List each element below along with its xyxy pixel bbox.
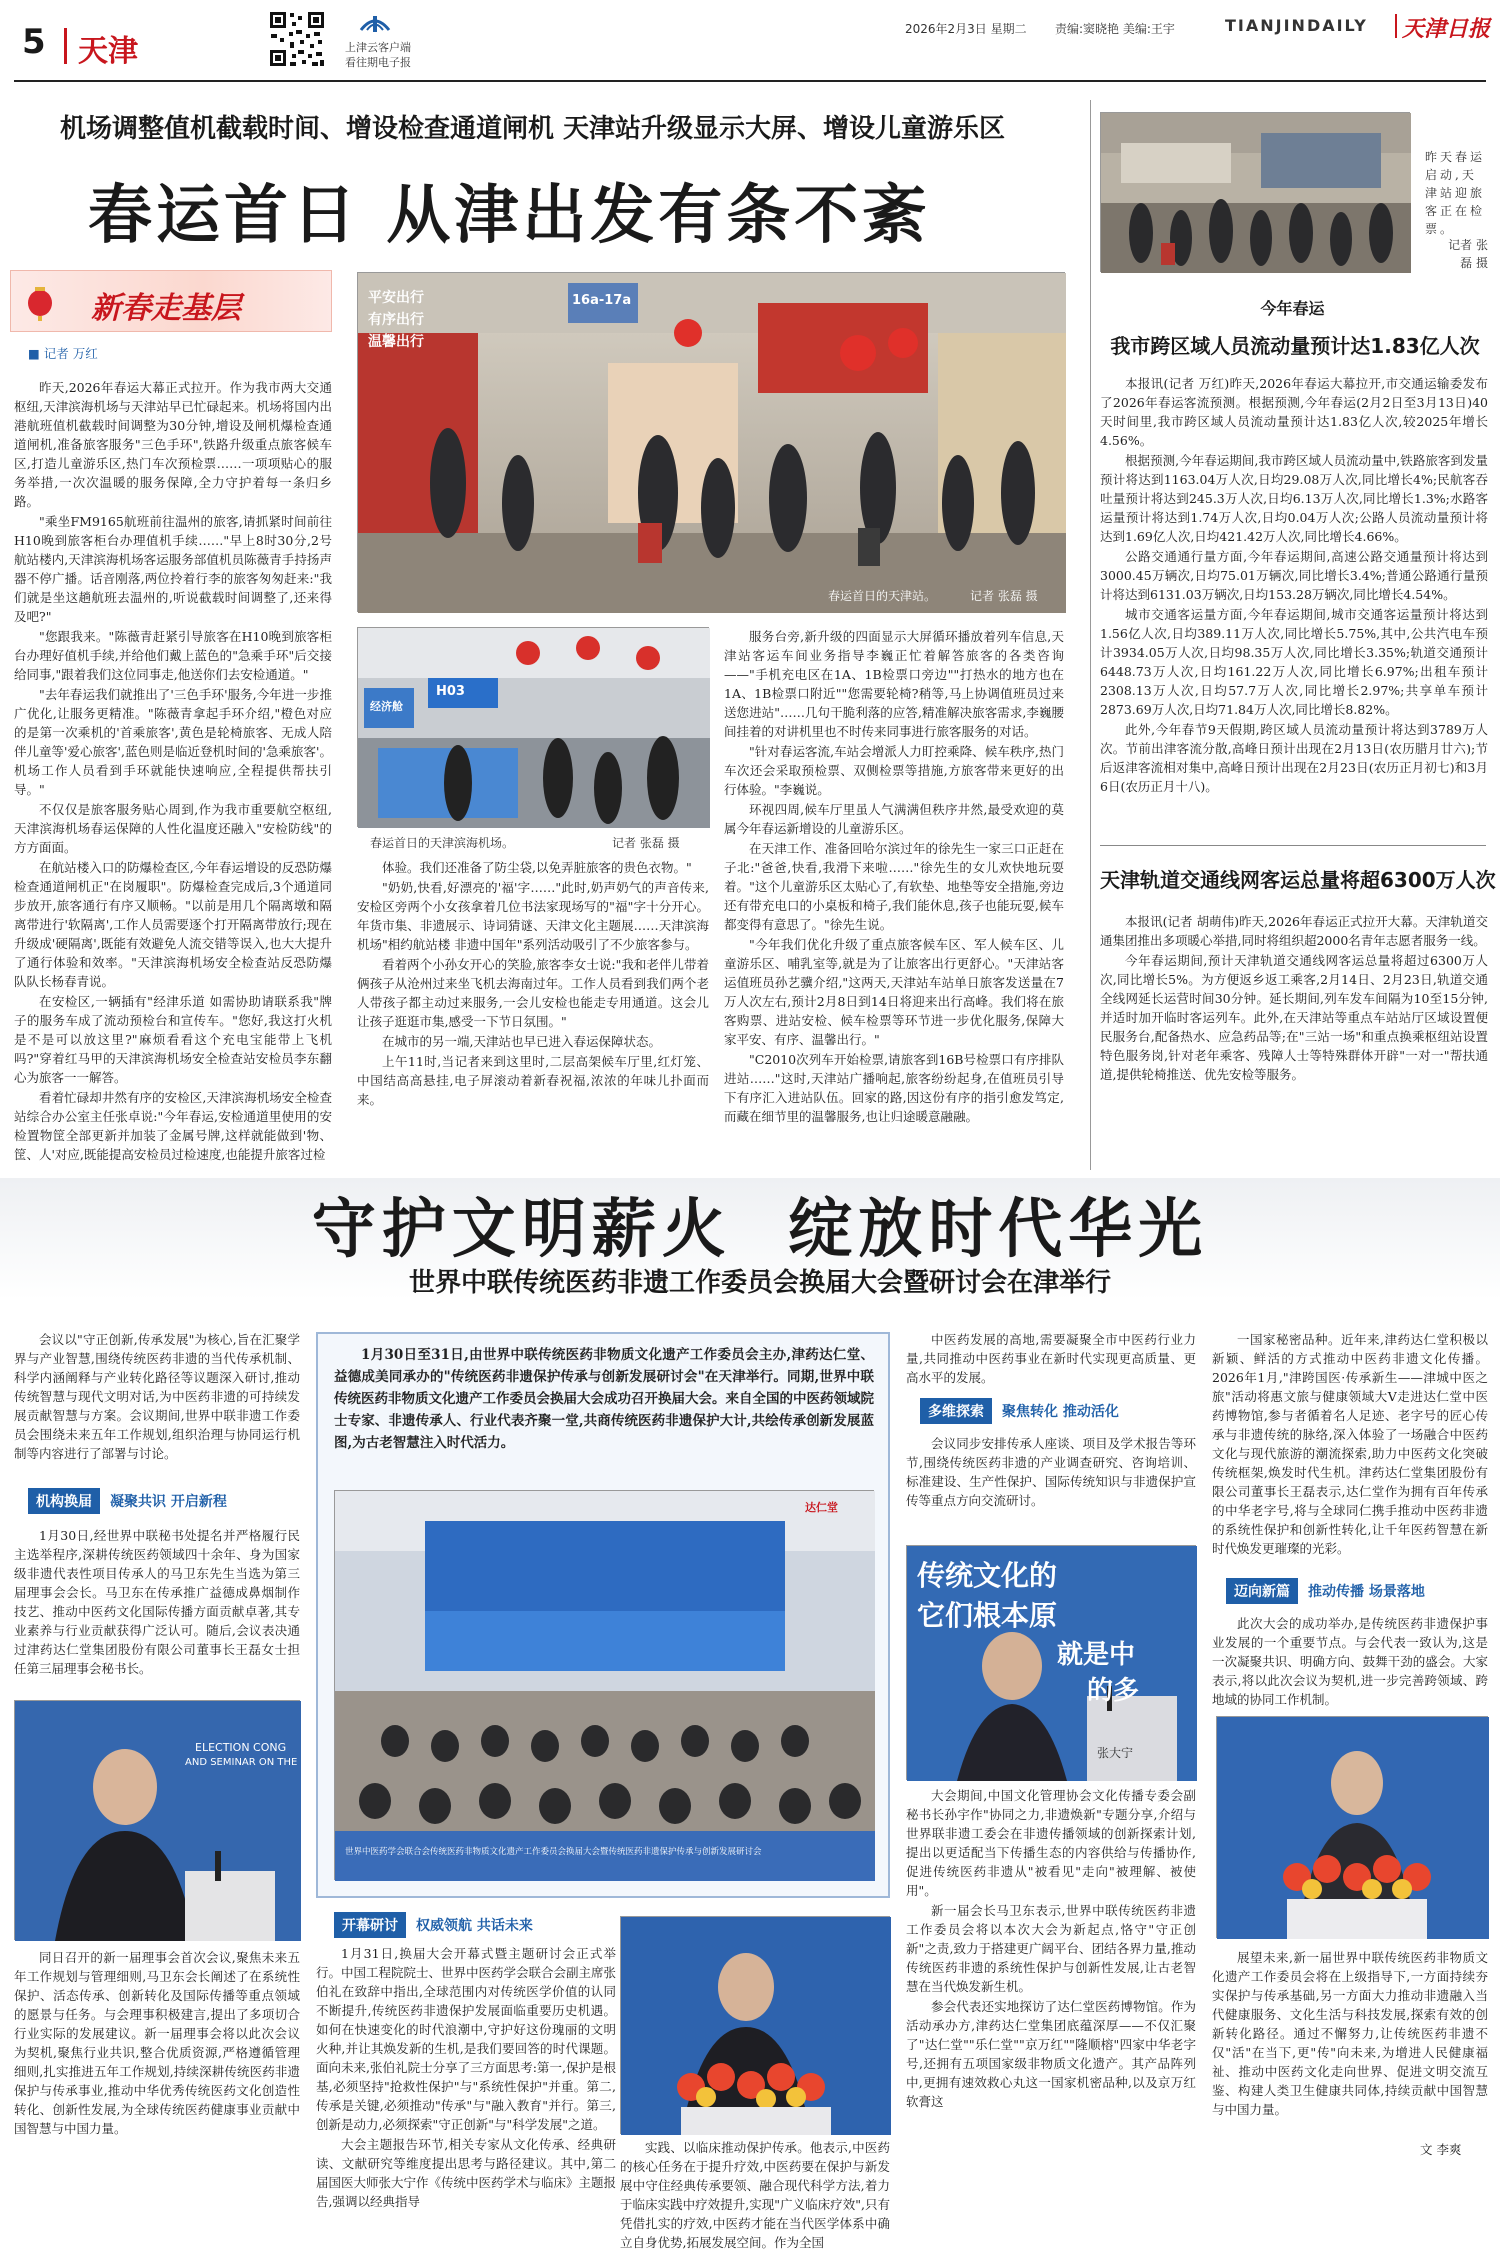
story1-col3 [724, 627, 1064, 1168]
photoC-banner-line2: 它们根本原 [917, 1599, 1058, 1632]
masthead-divider-2 [1395, 14, 1397, 38]
story3-body [1100, 912, 1488, 1168]
section-4-heading [1226, 1578, 1486, 1604]
photoC-nameplate: 张大宁 [1097, 1746, 1134, 1760]
paragraph: 中医药发展的高地,需要凝聚全市中医药行业力量,共同推动中医药事业在新时代实现更高质量、更高水平的发展。 [906, 1332, 1196, 1385]
paragraph: 环视四周,候车厅里虽人气满满但秩序井然,最受欢迎的莫属今年春运新增设的儿童游乐区。 [724, 802, 1064, 836]
paragraph: 参会代表还实地探访了达仁堂医药博物馆。作为活动承办方,津药达仁堂集团底蕴深厚——不仅汇聚了"达仁堂""乐仁堂""京万红""隆顺榕"四家中华老字号,还拥有五项国家级非物质文化遗产。其产品阵列中,更拥有速效救心丸这一国家机密品种,以及京万红软膏这 [906, 1999, 1196, 2109]
feature-mid-top [906, 1330, 1196, 1400]
feature-subhead: 世界中联传统医药非遗工作委员会换届大会暨研讨会在津举行 [408, 1268, 1111, 1298]
meeting-banner-text: 世界中医药学会联合会传统医药非物质文化遗产工作委员会换届大会暨传统医药非遗保护传承与创新发展研讨会 [345, 1847, 762, 1857]
section-1-title: 凝聚共识 开启新程 [110, 1494, 227, 1510]
paragraph: 展望未来,新一届世界中联传统医药非物质文化遗产工作委员会将在上级指导下,一方面持续夯实保护与传承基础,另一方面大力推动非遗融入当代健康服务、文化生活与科技发展,探索有效的创新转化路径。通过不懈努力,让传统医药非遗不仅"活"在当下,更"传"向未来,为增进人民健康福祉、推动中医药文化走向世界、促进文明交流互鉴、构建人类卫生健康共同体,持续贡献中国智慧与中国力量。 [1212, 1950, 1488, 2117]
paragraph: 同日召开的新一届理事会首次会议,聚焦未来五年工作规划与管理细则,马卫东会长阐述了在系统性保护、活态传承、创新转化及国际传播等重点领域的愿景与任务。与会理事积极建言,提出了多项切合行业实际的发展建议。新一届理事会将以此次会议为契机,聚焦行业共识,整合优质资源,严格遵循管理细则,扎实推进五年工作规划,持续深耕传统医药非遗保护与传承事业,推动中华优秀传统医药文化创造性转化、创新性发展,为全球传统医药健康事业贡献中国智慧与中国力量。 [14, 1950, 300, 2136]
paragraph: 一国家秘密品种。近年来,津药达仁堂积极以新颖、鲜活的方式推动中医药非遗文化传播。2026年1月,"津跨国医·传承新生——津城中医之旅"活动将惠文旅与健康领域大V走进达仁堂中医药博物馆,参与者循着名人足迹、老字号的匠心传承与非遗传统的脉络,深入体验了一场融合中医药文化与现代旅游的潮流探索,助力中医药文化突破传统框架,焕发时代生机。津药达仁堂集团股份有限公司董事长王磊表示,达仁堂作为拥有百年传承的中华老字号,将与全球同仁携手推动中医药非遗的系统性保护和创新性转化,让千年医药智慧在新时代焕发更璀璨的光彩。 [1212, 1332, 1488, 1556]
story1-headline: 春运首日 从津出发有条不紊 [88, 178, 931, 253]
section-2-title: 权威领航 共话未来 [416, 1918, 533, 1934]
section-1-body [14, 1526, 300, 1701]
lantern-icon [25, 281, 55, 321]
story2-headline: 我市跨区域人员流动量预计达1.83亿人次 [1110, 334, 1480, 358]
paragraph: 根据预测,今年春运期间,我市跨区域人员流动量中,铁路旅客到发量预计将达到1163.04万人次,日均29.08万人次,同比增长4%;民航客吞吐量预计将达到245.3万人次,日均6.13万人次,同比增长1.3%;水路客运量预计将达到1.74万人次,日均0.04万人次;公路人员流动量预计将达到1.69亿人次,日均421.42万人次,同比增长4.66%。 [1100, 453, 1488, 544]
section-4-body [1212, 1614, 1488, 1712]
paragraph: 实践、以临床推动保护传承。他表示,中医药的核心任务在于提升疗效,中医药要在保护与新发展中守住经典传承要领、融合现代科学方法,着力于临床实践中疗效提升,实现"广义临床疗效",只有凭借扎实的疗效,中医药才能在当代医学体系中确立自身优势,拓展发展空间。作为全国 [620, 2140, 890, 2250]
photo2-caption: 春运首日的天津滨海机场。 [370, 836, 515, 850]
paragraph: 此次大会的成功举办,是传统医药非遗保护事业发展的一个重要节点。与会代表一致认为,这是一次凝聚共识、明确方向、鼓舞干劲的盛会。大家表示,将以此次会议为契机,进一步完善跨领域、跨地域的协同工作机制。 [1212, 1616, 1488, 1707]
paragraph: 在城市的另一端,天津站也早已进入春运保障状态。 [382, 1034, 661, 1049]
photo1-sign-2: 有序出行 [368, 312, 424, 328]
photo-zhang-daning [906, 1545, 1196, 1780]
section-2-tag: 开幕研讨 [334, 1912, 406, 1938]
editor-credit: 责编:窦晓艳 美编:王宇 [1055, 22, 1175, 36]
paragraph: "乘坐FM9165航班前往温州的旅客,请抓紧时间前往H10晚到旅客柜台办理值机手续……"早上8时30分,2号航站楼内,天津滨海机场客运服务部值机员陈薇青手持扬声器不停广播。话音刚落,两位拎着行李的旅客匆匆赶来:"我们就是坐这趟航班去温州的,听说截载时间调整了,还来得及吧?" [14, 514, 332, 624]
paragraph: 1月31日,换届大会开幕式暨主题研讨会正式举行。中国工程院院士、世界中医药学会联合会副主席张伯礼在致辞中指出,全球范围内对传统医学价值的认同不断提升,传统医药非遗保护发展面临重要历史机遇。如何在快速变化的时代浪潮中,守护好这份瑰丽的文明火种,并让其焕发新的生机,是我们要回答的时代课题。面向未来,张伯礼院士分享了三方面思考:第一,保护是根基,必须坚持"抢救性保护"与"系统性保护"并重。第二,传承是关键,必须推动"传承"与"融入教育"并行。第三,创新是动力,必须探索"守正创新"与"科学发展"之道。 [316, 1946, 617, 2132]
paragraph: 今年春运期间,预计天津轨道交通线网客运总量将超过6300万人次,同比增长5%。为方便返乡返工乘客,2月14日、2月23日,轨道交通全线网延长运营时间30分钟。延长期间,列车发车间隔为10至15分钟,并适时加开临时客运列车。此外,在天津站等重点车站站厅区域设置便民服务台,配备热水、应急药品等;在"三站一场"和重点换乘枢纽站设置特色服务岗,针对老年乘客、残障人士等特殊群体开辟"一对一"帮扶通道,提供轮椅推送、优先安检等服务。 [1100, 953, 1488, 1082]
sidebar-photo-credit: 记者 张磊 摄 [1448, 238, 1488, 270]
photo-binhai-airport [357, 627, 709, 827]
paragraph: 在航站楼入口的防爆检查区,今年春运增设的反恐防爆检查通道闸机正"在岗履职"。防爆检查完成后,3个通道同步放开,旅客通行有序又顺畅。"以前是用几个隔离墩和隔离带进行'软隔离',工作人员需要逐个打开隔离带放行;现在升级成'硬隔离',既能有效避免人流交错等误入,也大大提升了通行体验和效率。"天津滨海机场安全检查站反恐防爆队队长杨春青说。 [14, 860, 332, 989]
paragraph: 体验。我们还准备了防尘袋,以免弄脏旅客的贵色衣物。" [382, 860, 692, 875]
paragraph: 服务台旁,新升级的四面显示大屏循环播放着列车信息,天津站客运车间业务指导李巍正忙着解答旅客的各类咨询——"手机充电区在1A、1B检票口旁边""打热水的地方也在1A、1B检票口附近""您需要轮椅?稍等,马上协调值班员过来送您进站"……几句干脆利落的应答,精准解决旅客需求,李巍腰间挂着的对讲机里也不时传来同事进行旅客服务的对话。 [724, 629, 1064, 739]
photo1-credit: 记者 张磊 摄 [970, 589, 1038, 603]
section-3-body [906, 1434, 1196, 1540]
paragraph: 本报讯(记者 万红)昨天,2026年春运大幕拉开,市交通运输委发布了2026年春运客流预测。根据预测,今年春运(2月2日至3月13日)40天时间里,我市跨区域人员流动量预计达1.83亿人次,较2025年增长4.56%。 [1100, 376, 1488, 448]
paper-name-cn: 天津日报 [1402, 16, 1491, 42]
section-3-tag: 多维探索 [920, 1398, 992, 1424]
photoC-banner-line1: 传统文化的 [917, 1559, 1058, 1592]
photo1-caption: 春运首日的天津站。 [828, 589, 937, 603]
story1-col1 [14, 378, 332, 1170]
photo2-credit: 记者 张磊 摄 [612, 836, 680, 850]
photo-tianjin-station [357, 272, 1065, 612]
paragraph: "去年春运我们就推出了'三色手环'服务,今年进一步推广优化,让服务更精准。"陈薇青拿起手环介绍,"橙色对应的是第一次乘机的'首乘旅客',黄色是轮椅旅客、无成人陪伴儿童等'爱心旅客',蓝色则是临近登机时间的'急乘旅客'。机场工作人员看到手环就能快速响应,全程提供帮扶引导。" [14, 687, 332, 797]
story1-col2 [357, 858, 709, 1168]
paragraph: 会议同步安排传承人座谈、项目及学术报告等环节,围绕传统医药非遗的产业调查研究、咨询培训、标准建设、生产性保护、国际传统知识与非遗保护宣传等重点方向交流研讨。 [906, 1436, 1196, 1508]
paragraph: "C2010次列车开始检票,请旅客到16B号检票口有序排队进站……"这时,天津站广播响起,旅客纷纷起身,在值班员引导下有序汇入进站队伍。回家的路,因这份有序的指引愈发笃定,而藏在细节里的温馨服务,也让归途暖意融融。 [724, 1052, 1064, 1124]
paragraph: 看着两个小孙女开心的笑脸,旅客李女士说:"我和老伴儿带着俩孩子从沧州过来坐飞机去海南过年。工作人员看到我们两个老人带孩子都主动过来服务,一会儿安检也能走专用通道。这会儿让孩子逛逛市集,感受一下节日氛围。" [357, 957, 709, 1029]
photo-wang-lei [1216, 1716, 1488, 1938]
issue-date: 2026年2月3日 星期二 [905, 22, 1027, 36]
paper-name-en: TIANJINDAILY [1225, 16, 1368, 35]
paragraph: 大会期间,中国文化管理协会文化传播专委会副秘书长孙宇作"协同之力,非遗焕新"专题分享,介绍与世界联非遗工委会在非遗传播领域的创新探索计划,提出以更适配当下传播生态的内容供给与传播协作,促进传统医药非遗从"被看见"走向"被理解、被使用"。 [906, 1788, 1196, 1898]
paragraph: 不仅仅是旅客服务贴心周到,作为我市重要航空枢纽,天津滨海机场春运保障的人性化温度还融入"安检防线"的方方面面。 [14, 802, 332, 855]
feature-headline: 守护文明薪火 绽放时代华光 [311, 1192, 1209, 1267]
photo2-sign-class: 经济舱 [370, 700, 403, 713]
photo-meeting-hall [334, 1490, 874, 1880]
feature-lead [334, 1344, 874, 1480]
feature-intro [14, 1330, 300, 1480]
qr-code-icon[interactable] [268, 10, 326, 68]
column-banner-text: 新春走基层 [91, 291, 241, 326]
story2-kicker: 今年春运 [1260, 299, 1325, 318]
photoA-caption [14, 1948, 300, 2160]
feature-mid-body2 [906, 1786, 1196, 2160]
section-4-title: 推动传播 场景落地 [1308, 1584, 1425, 1600]
paragraph: 新一届会长马卫东表示,世界中联传统医药非遗工作委员会将以本次大会为新起点,恪守"守正创新"之责,致力于搭建更广阔平台、团结各界力量,推动传统医药非遗的系统性保护与创新性发展,让古老智慧在当代焕发新生机。 [906, 1903, 1196, 1994]
qr-caption: 上津云客户端 看往期电子报 [345, 41, 411, 69]
page-number: 5 [22, 22, 46, 62]
story3-headline: 天津轨道交通线网客运总量将超6300万人次 [1100, 868, 1496, 892]
sidebar-photo-caption: 昨天春运启动,天津站迎旅客正在检票。 [1425, 150, 1486, 236]
sidebar-story-divider [1100, 845, 1486, 846]
meeting-logo: 达仁堂 [805, 1501, 838, 1514]
section-name: 天津 [78, 34, 138, 69]
photo1-sign-3: 温馨出行 [368, 334, 424, 350]
paragraph: 上午11时,当记者来到这里时,二层高架候车厅里,红灯笼、中国结高高悬挂,电子屏滚动着新春祝福,浓浓的年味儿扑面而来。 [357, 1054, 709, 1107]
masthead-divider [64, 28, 67, 64]
paragraph: 1月30日至31日,由世界中联传统医药非物质文化遗产工作委员会主办,津药达仁堂、益德成美同承办的"传统医药非遗保护传承与创新发展研讨会"在天津举行。同期,世界中联传统医药非物质文化遗产工作委员会换届大会成功召开换届大会。来自全国的中医药领域院士专家、非遗传承人、行业代表齐聚一堂,共商传统医药非遗保护大计,共绘传承创新发展蓝图,为古老智慧注入时代活力。 [334, 1347, 874, 1451]
photoC-banner-line4: 的多 [1087, 1676, 1140, 1706]
paragraph: 1月30日,经世界中联秘书处提名并严格履行民主选举程序,深耕传统医药领域四十余年、身为国家级非遗代表性项目传承人的马卫东先生当选为第三届理事会会长。马卫东在传承推广益德成鼻烟制作技艺、推动中医药文化国际传播方面贡献卓著,其专业素养与行业贡献获得广泛认可。随后,会议表决通过津药达仁堂集团股份有限公司董事长王磊女士担任第三届理事会秘书长。 [14, 1528, 300, 1676]
photoA-banner-line1: ELECTION CONG [195, 1741, 287, 1754]
paragraph: "针对春运客流,车站会增派人力盯控乘降、候车秩序,热门车次还会采取预检票、双侧检票等措施,方旅客带来更好的出行体验。"李巍说。 [724, 744, 1064, 797]
paragraph: "奶奶,快看,好漂亮的'福'字……"此时,奶声奶气的声音传来,安检区旁两个小女孩拿着几位书法家现场写的"福"字十分开心。年货市集、非遗展示、诗词猜谜、天津文化主题展……天津滨海机场"相约航站楼 非遗中国年"系列活动吸引了不少旅客参与。 [357, 880, 709, 952]
story1-byline: ■ 记者 万红 [28, 346, 98, 361]
photo2-sign-gate: H03 [436, 684, 465, 699]
photo-speaker-flowers [620, 1916, 890, 2134]
paragraph: 此外,今年春节9天假期,跨区域人员流动量预计将达到3789万人次。节前出津客流分散,高峰日预计出现在2月13日(农历腊月廿六);节后返津客流相对集中,高峰日预计出现在2月23日(农历正月初七)和3月6日(农历正月十八)。 [1100, 722, 1488, 794]
section-2-body [316, 1944, 617, 2209]
masthead [0, 0, 1500, 80]
app-logo-icon [358, 10, 392, 36]
section-1-tag: 机构换届 [28, 1488, 100, 1514]
photoD-caption [1212, 1948, 1488, 2138]
paragraph: "今年我们优化升级了重点旅客候车区、军人候车区、儿童游乐区、哺乳室等,就是为了让旅客出行更舒心。"天津站客运值班员孙艺骥介绍,"这两天,天津站车站单日旅客发送量在7万人次左右,预计2月8日到14日将迎来出行高峰。我们将在旅客购票、进站安检、候车检票等环节进一步优化服务,保障大家平安、有序、温馨出行。" [724, 937, 1064, 1047]
section-2-heading [334, 1912, 634, 1938]
section-3-heading [920, 1398, 1190, 1424]
masthead-rule [14, 80, 1486, 82]
paragraph: 昨天,2026年春运大幕正式拉开。作为我市两大交通枢纽,天津滨海机场与天津站早已忙碌起来。机场将国内出港航班值机截载时间调整为30分钟,增设及闸机爆检查通道闸机,准备旅客服务"三色手环",铁路升级重点旅客候车区,打造儿童游乐区,热门车次预检票……一项项贴心的服务举措,一次次温暖的服务保障,全力守护着每一条归乡路。 [14, 380, 332, 509]
column-banner [10, 270, 332, 332]
story1-kicker: 机场调整值机截载时间、增设检查通道闸机 天津站升级显示大屏、增设儿童游乐区 [60, 114, 1006, 144]
feature-right-body [1212, 1330, 1488, 1582]
paragraph: 本报讯(记者 胡萌伟)昨天,2026年春运正式拉开大幕。天津轨道交通集团推出多项暖心举措,同时将组织超2000名青年志愿者服务一线。 [1100, 914, 1488, 948]
photoB-caption-body [620, 2138, 890, 2250]
section-1-heading [28, 1488, 298, 1514]
paragraph: 大会主题报告环节,相关专家从文化传承、经典研读、文献研究等维度提出思考与路径建议。其中,第二届国医大师张大宁作《传统中医药学术与临床》主题报告,强调以经典指导 [316, 2137, 617, 2209]
paragraph: 公路交通通行量方面,今年春运期间,高速公路交通量预计将达到3000.45万辆次,日均75.01万辆次,同比增长3.4%;普通公路通行量预计将达到6131.03万辆次,日均153.28万辆次,同比增长4.54%。 [1100, 549, 1488, 602]
photo1-gate-sign: 16a-17a [572, 293, 632, 308]
photo-ma-weidong [14, 1700, 300, 1940]
sidebar-divider [1090, 100, 1091, 1170]
photo-sidebar-ticket-check [1100, 112, 1410, 272]
photoC-banner-line3: 就是中 [1057, 1640, 1136, 1670]
paragraph: 会议以"守正创新,传承发展"为核心,旨在汇聚学界与产业智慧,围绕传统医药非遗的当代传承机制、科学内涵阐释与产业转化路径等议题深入研讨,推动传统智慧与现代文明对话,为中医药非遗的可持续发展贡献智慧与方案。会议期间,世界中联非遗工作委员会围绕未来五年工作规划,组织治理与协同运行机制等内容进行了部署与讨论。 [14, 1332, 300, 1461]
section-3-title: 聚焦转化 推动活化 [1002, 1404, 1119, 1420]
photo1-sign-1: 平安出行 [368, 290, 424, 306]
feature-credit: 文 李爽 [1420, 2142, 1462, 2157]
paragraph: 在安检区,一辆插有"经津乐道 如需协助请联系我"牌子的服务车成了流动预检台和宣传车。"您好,我这打火机是不是可以放这里?"麻烦看看这个充电宝能带上飞机吗?"穿着红马甲的天津滨海机场安全检查站安检员李东翻心为旅客一一解答。 [14, 994, 332, 1085]
story2-body [1100, 374, 1488, 824]
paragraph: 在天津工作、准备回哈尔滨过年的徐先生一家三口正赶在子北:"爸爸,快看,我滑下来啦……"徐先生的女儿欢快地玩耍着。"这个儿童游乐区太贴心了,有软垫、地垫等安全措施,旁边还有带充电口的小桌板和椅子,我们能休息,孩子也能玩耍,候车都变得有意思了。"徐先生说。 [724, 841, 1064, 932]
paragraph: 看着忙碌却井然有序的安检区,天津滨海机场安全检查站综合办公室主任张卓说:"今年春运,安检通道里使用的安检置物筐全部更新并加装了金属号牌,这样就能做到'物、筐、人'对应,既能提高安检员过检速度,也能提升旅客过检 [14, 1090, 332, 1162]
paragraph: "您跟我来。"陈薇青赶紧引导旅客在H10晚到旅客柜台办理好值机手续,并给他们戴上蓝色的"急乘手环"后交接给同事,"跟着我们这位同事走,他送你们去安检通道。" [14, 629, 332, 682]
photoA-banner-line2: AND SEMINAR ON THE [185, 1757, 298, 1768]
section-4-tag: 迈向新篇 [1226, 1578, 1298, 1604]
paragraph: 城市交通客运量方面,今年春运期间,城市交通客运量预计将达到1.56亿人次,日均389.11万人次,同比增长5.75%,其中,公共汽电车预计3934.05万人次,日均98.35万人次,同比增长3.35%;轨道交通预计6448.73万人次,日均161.22万人次,同比增长6.97%;出租车预计2308.13万人次,日均57.7万人次,同比增长2.97%;共享单车预计2873.69万人次,日均71.84万人次,同比增长8.82%。 [1100, 607, 1488, 717]
